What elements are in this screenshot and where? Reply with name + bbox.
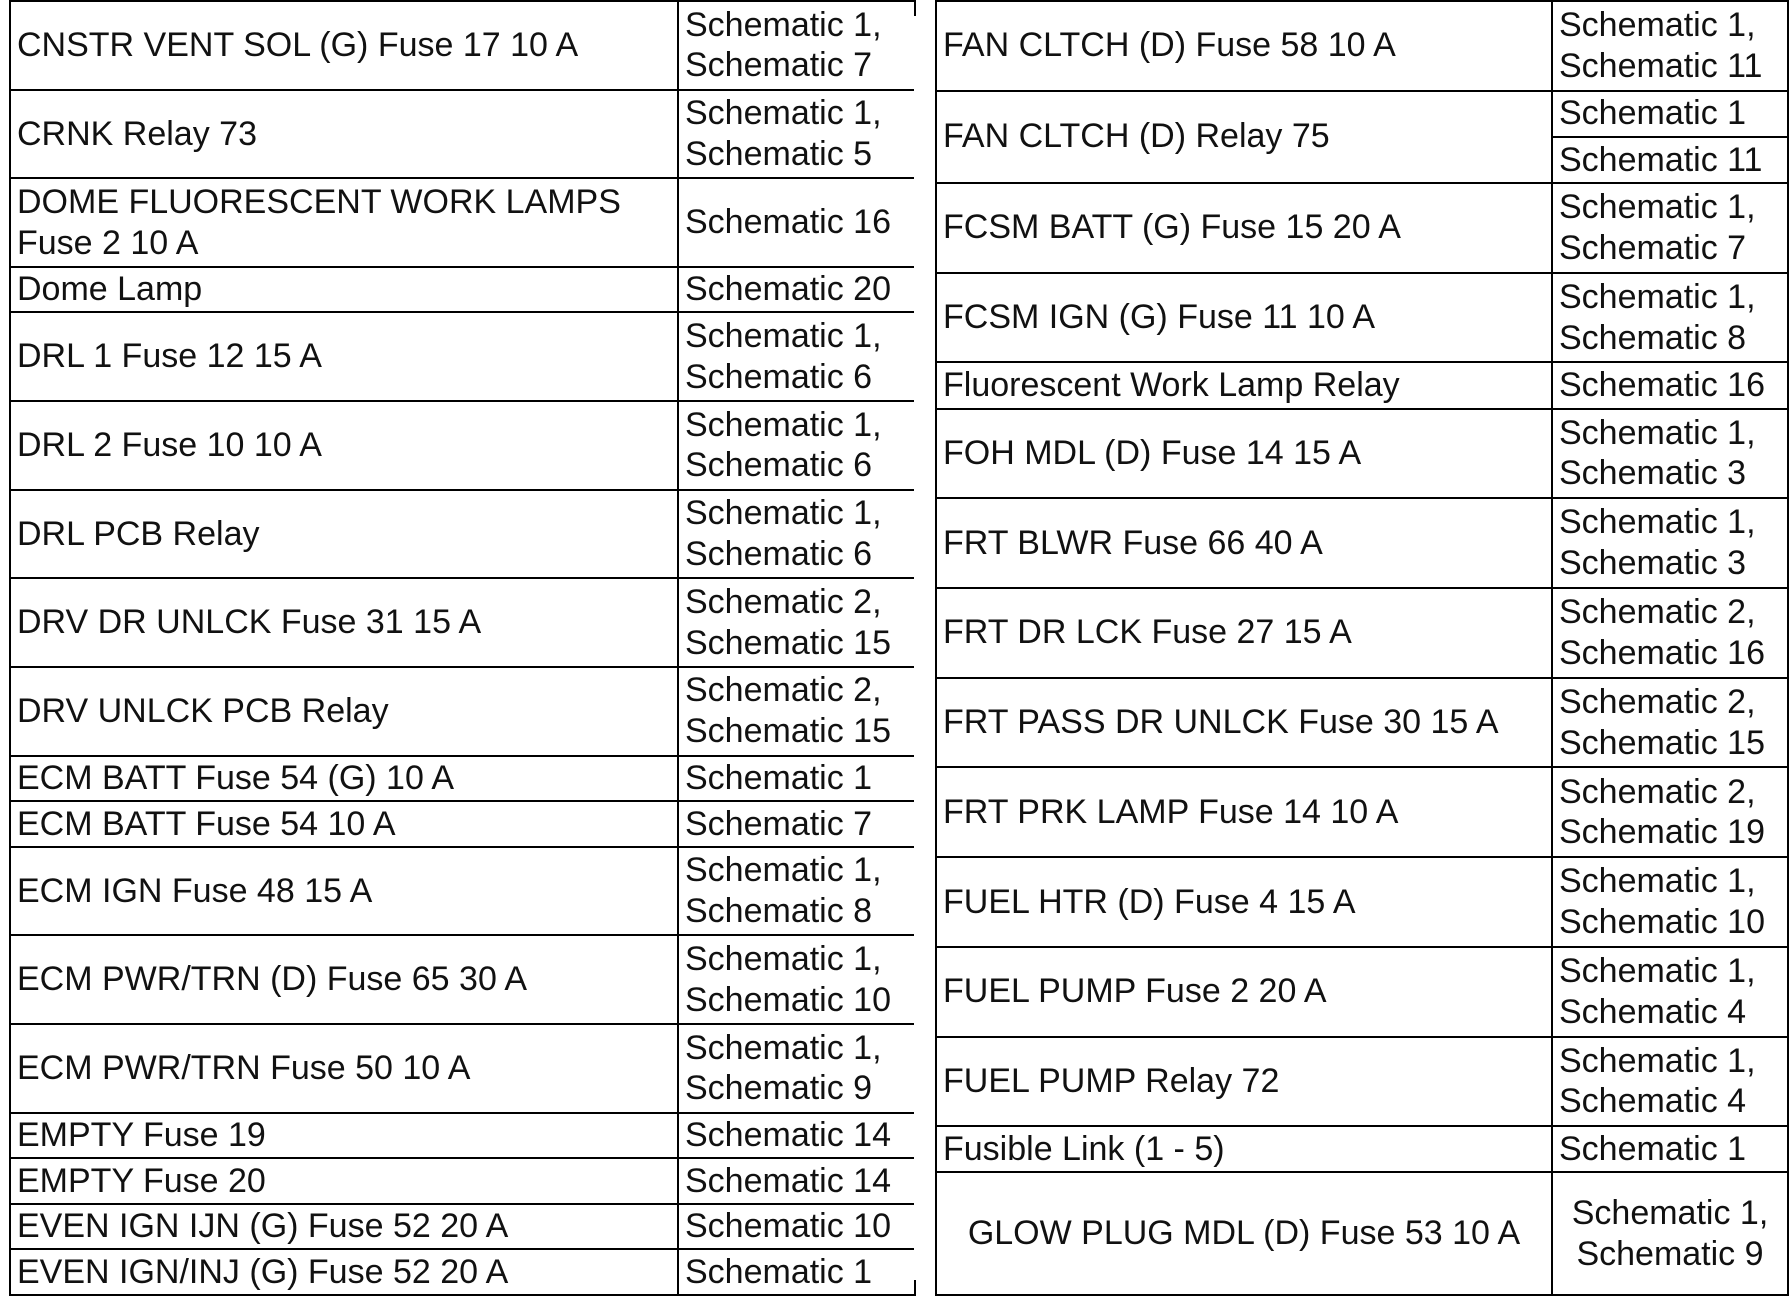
schematic-reference: Schematic 1, Schematic 10 <box>678 935 915 1024</box>
table-row <box>10 1 915 90</box>
component-label: Fluorescent Work Lamp Relay <box>936 362 1552 408</box>
schematic-reference: Schematic 1 <box>678 1249 915 1295</box>
component-label: Dome Lamp <box>10 267 678 313</box>
component-label: FAN CLTCH (D) Fuse 58 10 A <box>936 1 1552 91</box>
table-row <box>10 1204 915 1250</box>
table-row <box>10 1113 915 1159</box>
column-gap <box>914 16 935 1280</box>
component-label: FAN CLTCH (D) Relay 75 <box>936 91 1552 183</box>
component-label: DRL 1 Fuse 12 15 A <box>10 312 678 401</box>
component-label: Fusible Link (1 - 5) <box>936 1126 1552 1172</box>
schematic-reference: Schematic 14 <box>678 1113 915 1159</box>
fuse-index-right-body <box>936 1 1788 1295</box>
table-row <box>936 1037 1788 1127</box>
component-label: ECM PWR/TRN (D) Fuse 65 30 A <box>10 935 678 1024</box>
schematic-reference: Schematic 1, Schematic 9 <box>1552 1172 1788 1295</box>
component-label: FRT BLWR Fuse 66 40 A <box>936 498 1552 588</box>
schematic-reference: Schematic 20 <box>678 267 915 313</box>
schematic-reference: Schematic 1, Schematic 8 <box>678 847 915 936</box>
schematic-reference: Schematic 1, Schematic 10 <box>1552 857 1788 947</box>
schematic-reference: Schematic 1 <box>678 756 915 802</box>
table-row <box>936 183 1788 273</box>
table-row <box>10 90 915 179</box>
table-row <box>936 91 1788 137</box>
component-label: ECM BATT Fuse 54 10 A <box>10 801 678 847</box>
schematic-reference: Schematic 1, Schematic 4 <box>1552 947 1788 1037</box>
table-row <box>10 578 915 667</box>
schematic-reference: Schematic 2, Schematic 15 <box>1552 678 1788 768</box>
component-label: FCSM BATT (G) Fuse 15 20 A <box>936 183 1552 273</box>
schematic-reference: Schematic 1, Schematic 6 <box>678 490 915 579</box>
component-label: FRT PRK LAMP Fuse 14 10 A <box>936 767 1552 857</box>
table-row <box>10 267 915 313</box>
schematic-reference: Schematic 1, Schematic 5 <box>678 90 915 179</box>
component-label: DRL PCB Relay <box>10 490 678 579</box>
table-row <box>936 1 1788 91</box>
component-label: FCSM IGN (G) Fuse 11 10 A <box>936 273 1552 363</box>
schematic-reference: Schematic 1, Schematic 3 <box>1552 409 1788 499</box>
table-row <box>10 801 915 847</box>
table-row <box>10 847 915 936</box>
schematic-reference: Schematic 14 <box>678 1158 915 1204</box>
table-row <box>936 273 1788 363</box>
component-label: DRL 2 Fuse 10 10 A <box>10 401 678 490</box>
component-label: ECM PWR/TRN Fuse 50 10 A <box>10 1024 678 1113</box>
fuse-index-table-right <box>935 0 1789 1296</box>
table-row <box>10 935 915 1024</box>
component-label: CNSTR VENT SOL (G) Fuse 17 10 A <box>10 1 678 90</box>
schematic-reference: Schematic 1 <box>1552 1126 1788 1172</box>
schematic-reference: Schematic 10 <box>678 1204 915 1250</box>
component-label: FUEL PUMP Fuse 2 20 A <box>936 947 1552 1037</box>
table-row <box>936 678 1788 768</box>
schematic-reference: Schematic 16 <box>678 178 915 267</box>
component-label: CRNK Relay 73 <box>10 90 678 179</box>
schematic-reference: Schematic 2, Schematic 15 <box>678 667 915 756</box>
schematic-reference: Schematic 1, Schematic 6 <box>678 312 915 401</box>
component-label: ECM BATT Fuse 54 (G) 10 A <box>10 756 678 802</box>
schematic-reference: Schematic 7 <box>678 801 915 847</box>
table-row <box>936 588 1788 678</box>
schematic-reference: Schematic 1, Schematic 7 <box>678 1 915 90</box>
table-row <box>10 1158 915 1204</box>
schematic-reference: Schematic 11 <box>1552 137 1788 183</box>
component-label: EVEN IGN IJN (G) Fuse 52 20 A <box>10 1204 678 1250</box>
schematic-reference: Schematic 1 <box>1552 91 1788 137</box>
component-label: DOME FLUORESCENT WORK LAMPS Fuse 2 10 A <box>10 178 678 267</box>
table-row <box>10 490 915 579</box>
schematic-reference: Schematic 1, Schematic 9 <box>678 1024 915 1113</box>
schematic-reference: Schematic 2, Schematic 16 <box>1552 588 1788 678</box>
component-label: EVEN IGN/INJ (G) Fuse 52 20 A <box>10 1249 678 1295</box>
component-label: EMPTY Fuse 19 <box>10 1113 678 1159</box>
table-row <box>10 756 915 802</box>
component-label: DRV UNLCK PCB Relay <box>10 667 678 756</box>
schematic-reference: Schematic 2, Schematic 19 <box>1552 767 1788 857</box>
component-label: ECM IGN Fuse 48 15 A <box>10 847 678 936</box>
table-row <box>936 498 1788 588</box>
table-row <box>10 1249 915 1295</box>
schematic-reference: Schematic 1, Schematic 6 <box>678 401 915 490</box>
schematic-reference: Schematic 2, Schematic 15 <box>678 578 915 667</box>
table-row <box>10 1024 915 1113</box>
component-label: DRV DR UNLCK Fuse 31 15 A <box>10 578 678 667</box>
table-row <box>936 1172 1788 1295</box>
table-row <box>936 362 1788 408</box>
table-row <box>936 1126 1788 1172</box>
schematic-reference: Schematic 1, Schematic 3 <box>1552 498 1788 588</box>
component-label: EMPTY Fuse 20 <box>10 1158 678 1204</box>
schematic-reference: Schematic 16 <box>1552 362 1788 408</box>
table-row <box>10 667 915 756</box>
component-label: FUEL PUMP Relay 72 <box>936 1037 1552 1127</box>
schematic-reference: Schematic 1, Schematic 4 <box>1552 1037 1788 1127</box>
schematic-reference: Schematic 1, Schematic 8 <box>1552 273 1788 363</box>
table-row <box>10 178 915 267</box>
table-row <box>936 409 1788 499</box>
component-label: FUEL HTR (D) Fuse 4 15 A <box>936 857 1552 947</box>
component-label: GLOW PLUG MDL (D) Fuse 53 10 A <box>936 1172 1552 1295</box>
fuse-index-left-body <box>10 1 915 1295</box>
table-row <box>936 767 1788 857</box>
component-label: FRT PASS DR UNLCK Fuse 30 15 A <box>936 678 1552 768</box>
schematic-reference: Schematic 1, Schematic 11 <box>1552 1 1788 91</box>
table-row <box>936 857 1788 947</box>
schematic-reference: Schematic 1, Schematic 7 <box>1552 183 1788 273</box>
table-row <box>936 947 1788 1037</box>
table-row <box>10 312 915 401</box>
fuse-index-table-left <box>9 0 916 1296</box>
table-row <box>10 401 915 490</box>
component-label: FRT DR LCK Fuse 27 15 A <box>936 588 1552 678</box>
component-label: FOH MDL (D) Fuse 14 15 A <box>936 409 1552 499</box>
